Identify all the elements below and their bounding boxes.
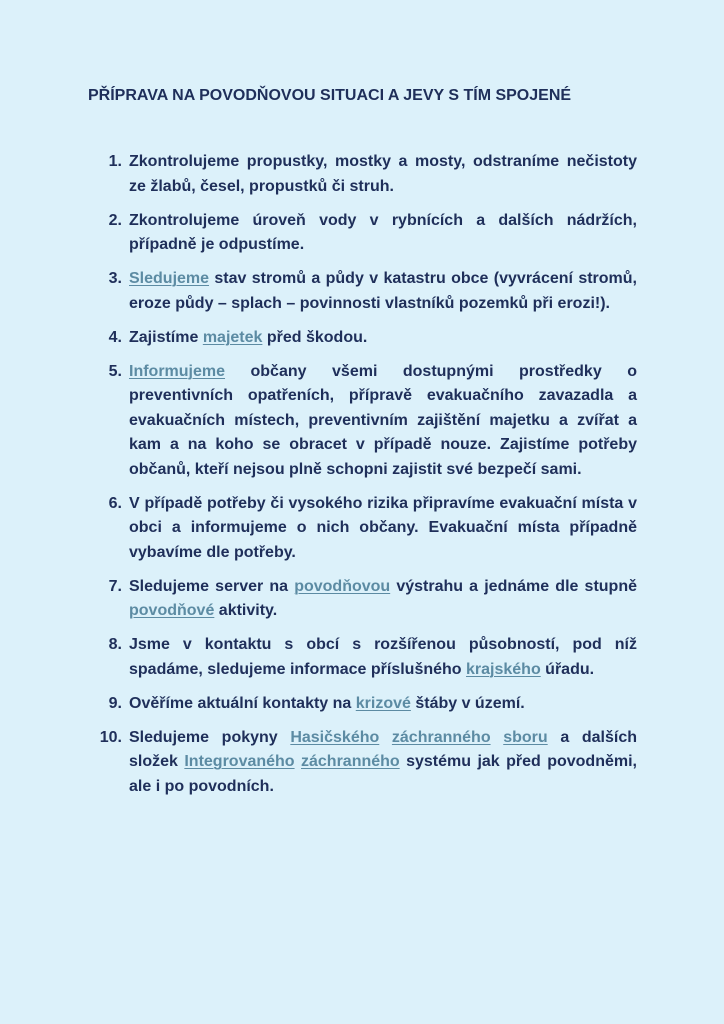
text-segment: občany všemi dostupnými prostředky o preventivních opatřeních, přípravě evakuačního zavazadla a evakuačních místech, preventivním zajištění majetku a zvířat a kam a na koho se obracet v případě nouze. Zajistíme potřeby občanů, kteří nejsou plně schopni zajistit své bezpečí sami. [129, 362, 637, 478]
list-item [88, 267, 637, 316]
list-item-number: 6. [108, 494, 122, 512]
instruction-list [88, 150, 637, 809]
text-segment [379, 729, 392, 746]
text-segment: štáby v území. [410, 694, 525, 712]
list-item-number: 9. [108, 694, 122, 712]
list-item [88, 726, 637, 800]
text-segment: Zajistíme [129, 328, 203, 346]
inline-link[interactable]: Hasičského [290, 728, 380, 746]
list-item-text [129, 209, 637, 258]
text-segment: Sledujeme pokyny [129, 728, 291, 746]
list-item-text [129, 692, 637, 717]
list-item [88, 575, 637, 624]
list-item-text [129, 575, 637, 624]
text-segment: Zkontrolujeme propustky, mostky a mosty, odstraníme nečistoty ze žlabů, česel, propustků či struh. [129, 153, 637, 195]
text-segment: Sledujeme server na [129, 577, 295, 595]
text-segment: a dalších složek [129, 728, 637, 770]
text-segment: aktivity. [214, 602, 278, 619]
inline-link[interactable]: povodňovou [294, 577, 391, 595]
list-item [88, 692, 637, 717]
list-item-number: 3. [108, 270, 122, 287]
list-item-text [129, 360, 637, 483]
list-item-number: 8. [108, 636, 122, 653]
text-segment: před škodou. [262, 328, 368, 346]
list-item-text [129, 267, 637, 316]
text-segment: Jsme v kontaktu s obcí s rozšířenou působností, pod níž spadáme, sledujeme informace příslušného [129, 636, 637, 678]
text-segment: systému jak před povodněmi, ale i po povodních. [129, 753, 637, 795]
page-title: PŘÍPRAVA NA POVODŇOVOU SITUACI A JEVY S TÍM SPOJENÉ [88, 87, 572, 104]
inline-link[interactable]: majetek [202, 328, 263, 346]
inline-link[interactable]: Sledujeme [129, 270, 210, 287]
text-segment: Zkontrolujeme úroveň vody v rybnících a dalších nádržích, případně je odpustíme. [129, 211, 637, 253]
inline-link[interactable]: záchranného [391, 728, 491, 746]
inline-link[interactable]: záchranného [301, 753, 400, 770]
list-item-text [129, 492, 637, 566]
list-item [88, 360, 637, 483]
list-item-text [129, 726, 637, 800]
list-item-number: 10. [99, 728, 122, 746]
list-item-text [129, 150, 637, 199]
inline-link[interactable]: sboru [503, 728, 548, 746]
inline-link[interactable]: povodňové [129, 602, 215, 619]
list-item-number: 5. [108, 362, 122, 380]
list-item [88, 209, 637, 258]
list-item-number: 2. [108, 211, 122, 229]
list-item [88, 150, 637, 199]
inline-link[interactable]: Integrovaného [184, 753, 295, 770]
inline-link[interactable]: krajského [466, 660, 541, 678]
list-item [88, 326, 637, 351]
text-segment [491, 729, 504, 746]
list-item [88, 492, 637, 566]
inline-link[interactable]: krizové [355, 694, 411, 712]
inline-link[interactable]: Informujeme [129, 362, 226, 380]
list-item-number: 7. [108, 577, 122, 595]
list-item-number: 4. [108, 328, 122, 346]
text-segment: Ověříme aktuální kontakty na [129, 694, 356, 712]
text-segment: V případě potřeby či vysokého rizika připravíme evakuační místa v obci a informujeme o nich občany. Evakuační místa případně vybavíme dle potřeby. [129, 494, 637, 561]
text-segment: úřadu. [540, 660, 595, 678]
list-item-text [129, 633, 637, 682]
text-segment: výstrahu a jednáme dle stupně [390, 577, 637, 595]
list-item-text [129, 326, 637, 351]
list-item-number: 1. [108, 153, 122, 170]
list-item [88, 633, 637, 682]
text-segment: stav stromů a půdy v katastru obce (vyvrácení stromů, eroze půdy – splach – povinnosti vlastníků pozemků při erozi!). [129, 270, 637, 312]
